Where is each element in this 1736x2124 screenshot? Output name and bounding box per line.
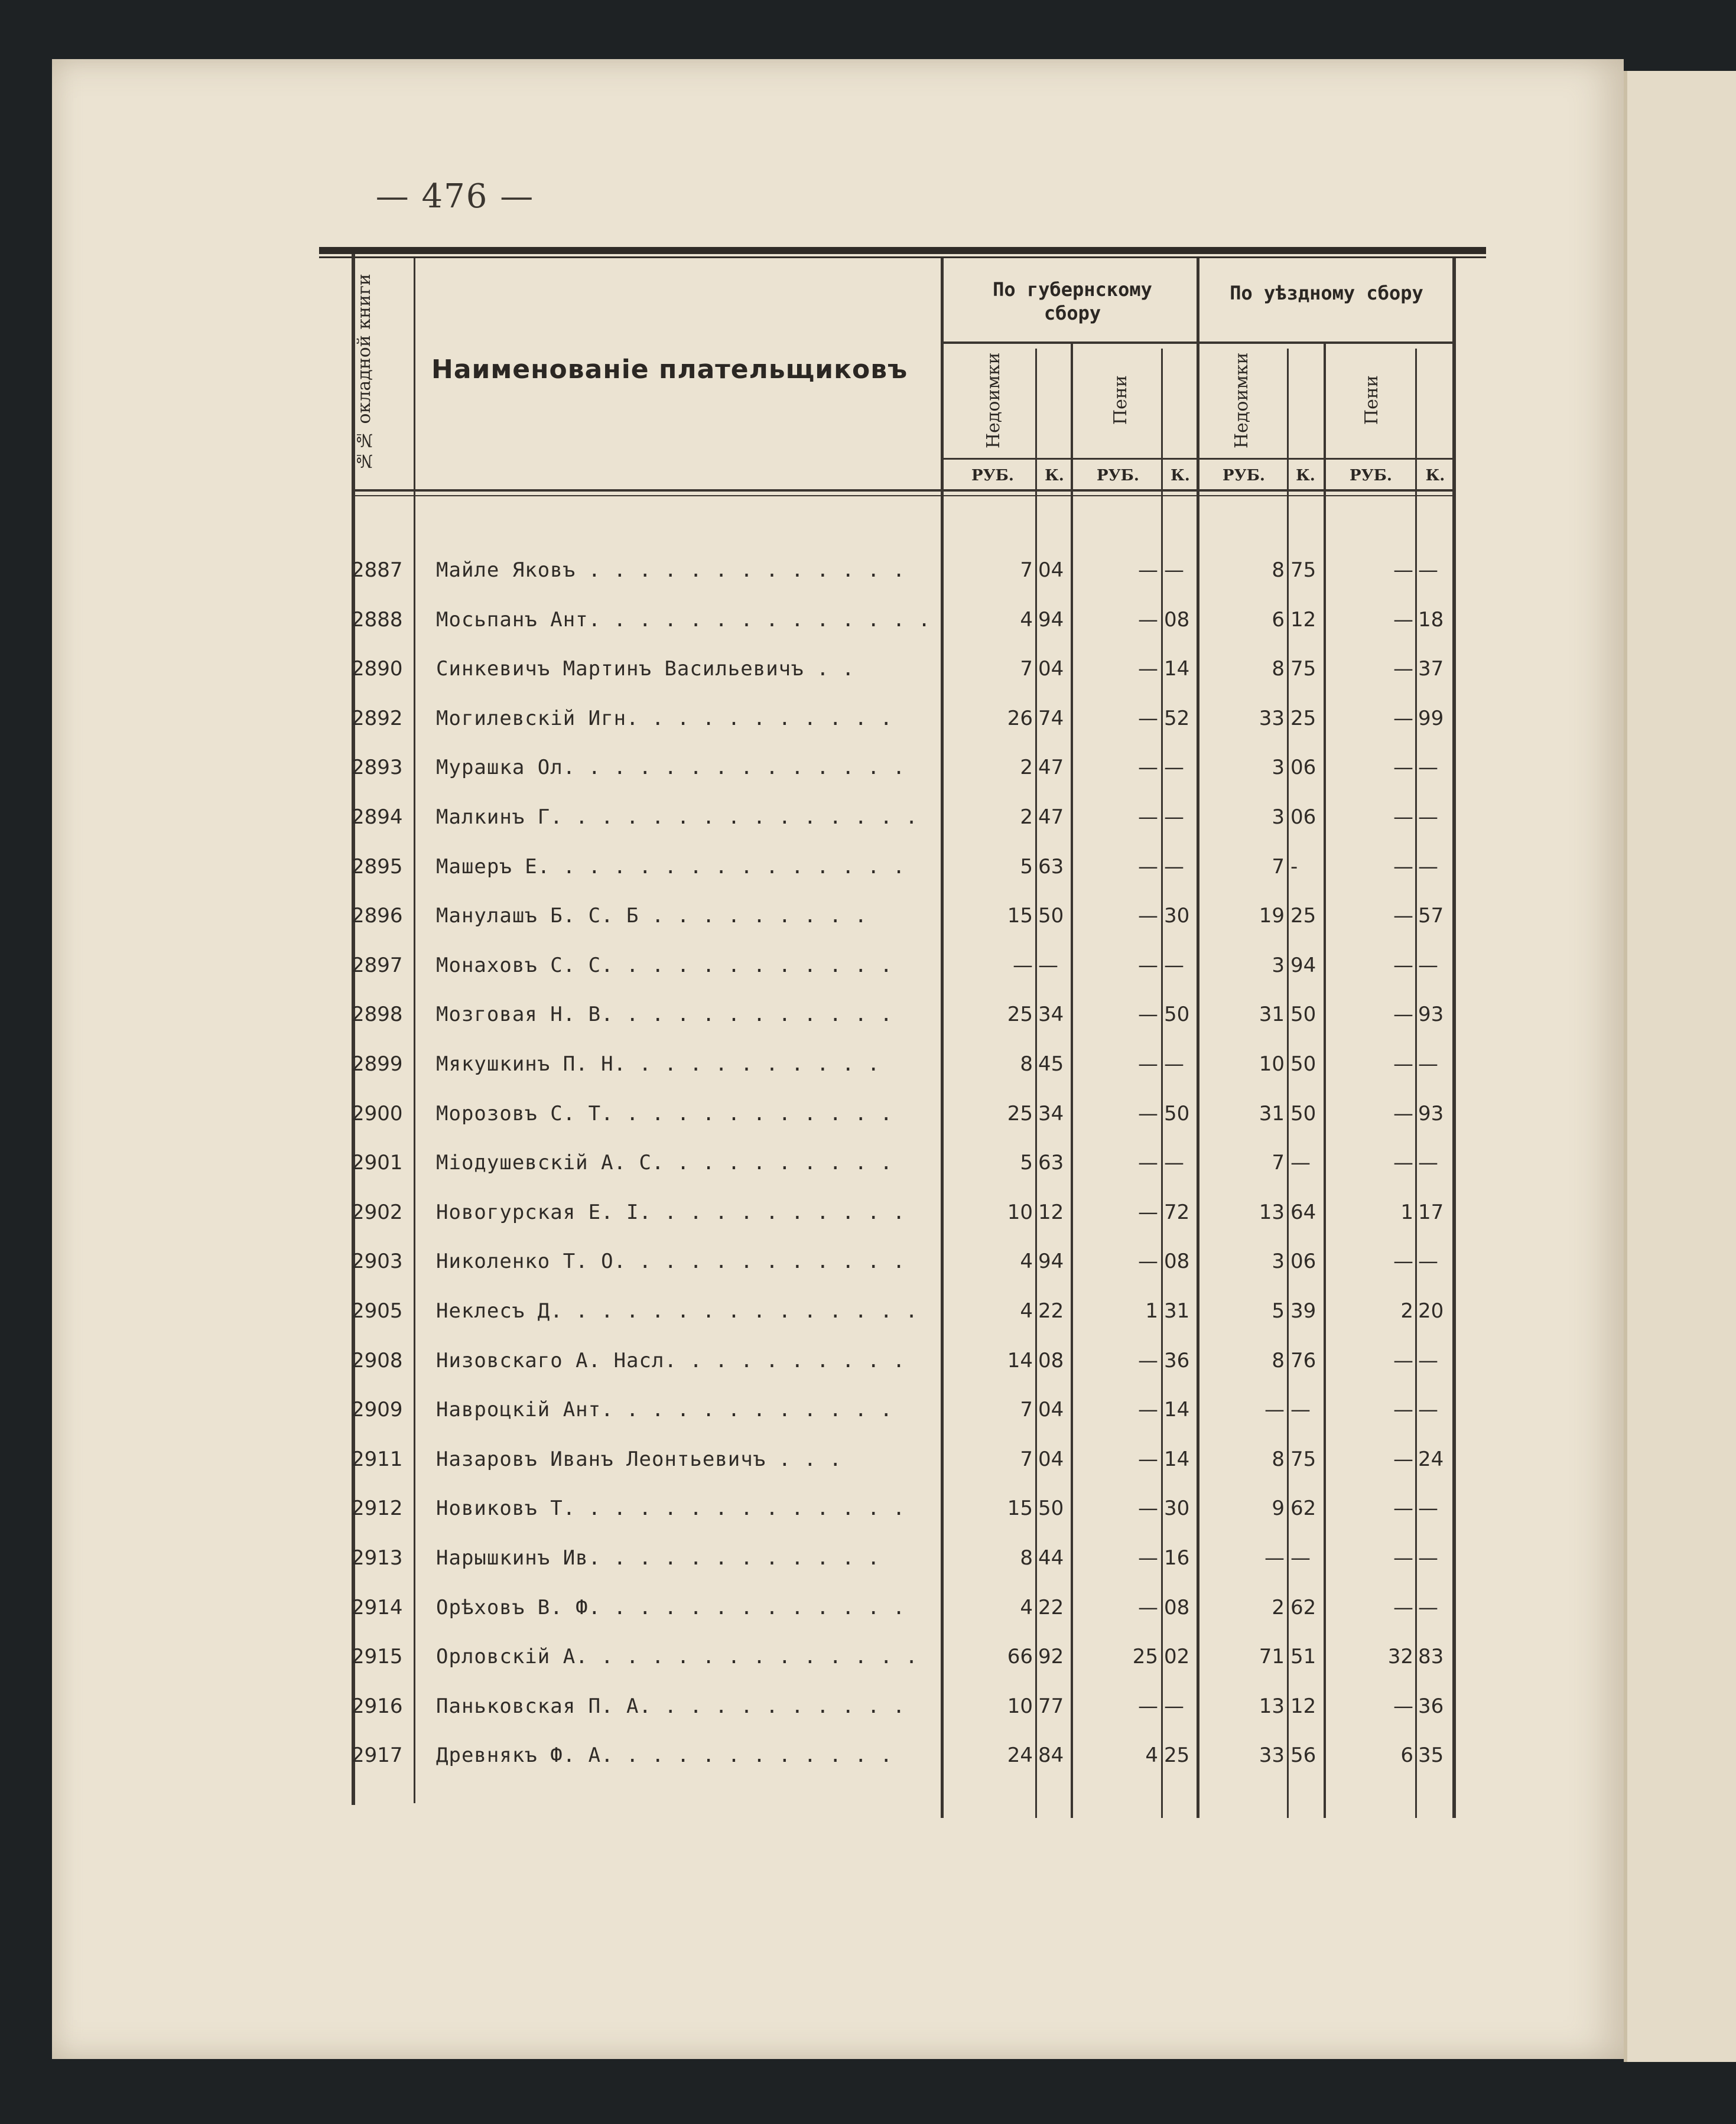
cell-uk: 62 bbox=[1290, 1497, 1316, 1521]
cell-uk: 75 bbox=[1290, 558, 1316, 582]
cell-gk: 04 bbox=[1038, 558, 1064, 582]
cell-no: 2917 bbox=[352, 1744, 403, 1768]
cell-gpk: — bbox=[1164, 1694, 1184, 1718]
cell-ur: 3 bbox=[1272, 1250, 1285, 1274]
cell-upr: — bbox=[1393, 1348, 1413, 1372]
table-row bbox=[0, 1645, 1536, 1692]
cell-upk: 57 bbox=[1418, 904, 1444, 928]
cell-no: 2890 bbox=[352, 657, 403, 681]
cell-upr: — bbox=[1393, 706, 1413, 730]
cell-name: Мурашка Ол. . . . . . . . . . . . . . bbox=[436, 756, 906, 780]
cell-ur: 3 bbox=[1272, 805, 1285, 829]
unit-kop-2: К. bbox=[1171, 467, 1190, 484]
cell-gr: 8 bbox=[1020, 1052, 1033, 1076]
table-row bbox=[0, 1398, 1536, 1445]
cell-gk: 44 bbox=[1038, 1546, 1064, 1570]
table-row bbox=[0, 1596, 1536, 1643]
unit-rub-2: РУБ. bbox=[1097, 467, 1139, 484]
cell-gk: 04 bbox=[1038, 1398, 1064, 1422]
cell-uk: - bbox=[1290, 854, 1298, 879]
uezd-group-header: По уѣздному сбору bbox=[1230, 282, 1423, 304]
cell-name: Міодушевскій А. С. . . . . . . . . . bbox=[436, 1151, 893, 1175]
cell-gk: 94 bbox=[1038, 607, 1064, 632]
cell-gpk: — bbox=[1164, 1151, 1184, 1175]
cell-gk: 22 bbox=[1038, 1299, 1064, 1323]
header-bottom-line-2 bbox=[352, 495, 1456, 496]
cell-ur: 8 bbox=[1272, 1348, 1285, 1372]
cell-uk: 50 bbox=[1290, 1052, 1316, 1076]
cell-upk: 93 bbox=[1418, 1101, 1444, 1126]
cell-upr: 2 bbox=[1400, 1299, 1413, 1323]
cell-ur: 2 bbox=[1272, 1595, 1285, 1619]
cell-ur: 8 bbox=[1272, 1447, 1285, 1471]
cell-no: 2915 bbox=[352, 1645, 403, 1669]
cell-upk: — bbox=[1418, 1595, 1438, 1619]
table-row bbox=[0, 1546, 1536, 1593]
unit-kop-1: К. bbox=[1045, 467, 1064, 484]
table-row bbox=[0, 904, 1536, 951]
cell-name: Новиковъ Т. . . . . . . . . . . . . . bbox=[436, 1497, 906, 1521]
cell-no: 2892 bbox=[352, 706, 403, 730]
cell-gpk: 72 bbox=[1164, 1200, 1190, 1224]
cell-uk: 75 bbox=[1290, 657, 1316, 681]
cell-upr: — bbox=[1393, 805, 1413, 829]
cell-name: Неклесъ Д. . . . . . . . . . . . . . . bbox=[436, 1299, 918, 1323]
cell-gpr: — bbox=[1138, 1250, 1158, 1274]
cell-upk: 83 bbox=[1418, 1645, 1444, 1669]
cell-gpr: — bbox=[1138, 1101, 1158, 1126]
cell-upr: — bbox=[1393, 1447, 1413, 1471]
cell-uk: 06 bbox=[1290, 756, 1316, 780]
book-number-header: №№ окладной книги bbox=[354, 274, 375, 471]
cell-upr: — bbox=[1393, 904, 1413, 928]
cell-upk: — bbox=[1418, 558, 1438, 582]
cell-no: 2909 bbox=[352, 1398, 403, 1422]
cell-gk: 50 bbox=[1038, 1497, 1064, 1521]
cell-uk: 39 bbox=[1290, 1299, 1316, 1323]
cell-gpr: — bbox=[1138, 1447, 1158, 1471]
cell-gr: 4 bbox=[1020, 1299, 1033, 1323]
unit-rub-4: РУБ. bbox=[1350, 467, 1392, 484]
cell-gr: 2 bbox=[1020, 756, 1033, 780]
cell-gpk: 52 bbox=[1164, 706, 1190, 730]
cell-gk: 50 bbox=[1038, 904, 1064, 928]
cell-gpk: — bbox=[1164, 953, 1184, 977]
cell-name: Мякушкинъ П. Н. . . . . . . . . . . bbox=[436, 1052, 880, 1076]
cell-name: Морозовъ С. Т. . . . . . . . . . . . bbox=[436, 1101, 893, 1126]
cell-no: 2903 bbox=[352, 1250, 403, 1274]
cell-gpr: — bbox=[1138, 1151, 1158, 1175]
cell-uk: 25 bbox=[1290, 904, 1316, 928]
cell-no: 2897 bbox=[352, 953, 403, 977]
table-row bbox=[0, 1003, 1536, 1050]
cell-upr: — bbox=[1393, 953, 1413, 977]
cell-upk: 35 bbox=[1418, 1744, 1444, 1768]
table-row bbox=[0, 756, 1536, 803]
cell-upr: — bbox=[1393, 1250, 1413, 1274]
cell-name: Манулашъ Б. С. Б . . . . . . . . . bbox=[436, 904, 867, 928]
cell-gpr: — bbox=[1138, 1595, 1158, 1619]
cell-uk: 25 bbox=[1290, 706, 1316, 730]
cell-upr: — bbox=[1393, 1497, 1413, 1521]
cell-name: Орловскій А. . . . . . . . . . . . . . bbox=[436, 1645, 918, 1669]
table-row bbox=[0, 1151, 1536, 1198]
cell-gpk: 25 bbox=[1164, 1744, 1190, 1768]
cell-gpk: 16 bbox=[1164, 1546, 1190, 1570]
table-row bbox=[0, 608, 1536, 655]
cell-gr: 7 bbox=[1020, 1398, 1033, 1422]
unit-rub-3: РУБ. bbox=[1223, 467, 1265, 484]
cell-gpr: — bbox=[1138, 607, 1158, 632]
cell-name: Малкинъ Г. . . . . . . . . . . . . . . bbox=[436, 805, 918, 829]
cell-uk: 12 bbox=[1290, 607, 1316, 632]
cell-upk: 36 bbox=[1418, 1694, 1444, 1718]
uezd-nedoimki-header: Недоимки bbox=[1231, 352, 1252, 448]
cell-ur: 10 bbox=[1259, 1052, 1285, 1076]
gubernia-nedoimki-header: Недоимки bbox=[983, 352, 1004, 448]
cell-ur: 7 bbox=[1272, 1151, 1285, 1175]
cell-ur: 3 bbox=[1272, 756, 1285, 780]
cell-ur: 19 bbox=[1259, 904, 1285, 928]
cell-gpr: — bbox=[1138, 558, 1158, 582]
cell-ur: — bbox=[1264, 1398, 1285, 1422]
cell-gpk: 50 bbox=[1164, 1101, 1190, 1126]
cell-upk: — bbox=[1418, 854, 1438, 879]
cell-name: Могилевскій Игн. . . . . . . . . . . bbox=[436, 706, 893, 730]
cell-gpk: 30 bbox=[1164, 1497, 1190, 1521]
cell-gpr: — bbox=[1138, 854, 1158, 879]
cell-uk: 06 bbox=[1290, 805, 1316, 829]
cell-gr: 7 bbox=[1020, 657, 1033, 681]
cell-gpr: — bbox=[1138, 904, 1158, 928]
cell-no: 2901 bbox=[352, 1151, 403, 1175]
cell-ur: 31 bbox=[1259, 1101, 1285, 1126]
cell-ur: 8 bbox=[1272, 657, 1285, 681]
cell-gk: 45 bbox=[1038, 1052, 1064, 1076]
cell-upk: — bbox=[1418, 953, 1438, 977]
cell-ur: 13 bbox=[1259, 1200, 1285, 1224]
cell-gpr: — bbox=[1138, 1546, 1158, 1570]
cell-gpr: — bbox=[1138, 1694, 1158, 1718]
cell-upr: — bbox=[1393, 607, 1413, 632]
cell-no: 2908 bbox=[352, 1348, 403, 1372]
table-row bbox=[0, 1201, 1536, 1248]
cell-gr: 66 bbox=[1007, 1645, 1033, 1669]
cell-upr: 6 bbox=[1400, 1744, 1413, 1768]
cell-upk: — bbox=[1418, 1348, 1438, 1372]
cell-uk: 94 bbox=[1290, 953, 1316, 977]
cell-gk: 04 bbox=[1038, 657, 1064, 681]
cell-name: Орѣховъ В. Ф. . . . . . . . . . . . . bbox=[436, 1595, 906, 1619]
cell-gpr: — bbox=[1138, 1200, 1158, 1224]
cell-no: 2911 bbox=[352, 1447, 403, 1471]
cell-uk: 56 bbox=[1290, 1744, 1316, 1768]
cell-gpk: 36 bbox=[1164, 1348, 1190, 1372]
cell-gr: 25 bbox=[1007, 1003, 1033, 1027]
cell-uk: 76 bbox=[1290, 1348, 1316, 1372]
cell-upk: — bbox=[1418, 1052, 1438, 1076]
cell-upk: 99 bbox=[1418, 706, 1444, 730]
cell-gr: 10 bbox=[1007, 1200, 1033, 1224]
cell-no: 2914 bbox=[352, 1595, 403, 1619]
cell-gpk: — bbox=[1164, 1052, 1184, 1076]
cell-gpr: — bbox=[1138, 1497, 1158, 1521]
cell-gpk: 30 bbox=[1164, 904, 1190, 928]
cell-name: Синкевичъ Мартинъ Васильевичъ . . bbox=[436, 657, 855, 681]
table-row bbox=[0, 805, 1536, 853]
cell-gpk: — bbox=[1164, 805, 1184, 829]
cell-gpr: 25 bbox=[1132, 1645, 1158, 1669]
cell-gr: 2 bbox=[1020, 805, 1033, 829]
cell-gr: 14 bbox=[1007, 1348, 1033, 1372]
cell-gk: 94 bbox=[1038, 1250, 1064, 1274]
cell-no: 2894 bbox=[352, 805, 403, 829]
cell-gk: 74 bbox=[1038, 706, 1064, 730]
cell-upk: 37 bbox=[1418, 657, 1444, 681]
cell-name: Мозговая Н. В. . . . . . . . . . . . bbox=[436, 1003, 893, 1027]
table-row bbox=[0, 1349, 1536, 1396]
cell-ur: 9 bbox=[1272, 1497, 1285, 1521]
cell-gpr: — bbox=[1138, 1003, 1158, 1027]
cell-gpk: 02 bbox=[1164, 1645, 1190, 1669]
cell-no: 2913 bbox=[352, 1546, 403, 1570]
cell-no: 2898 bbox=[352, 1003, 403, 1027]
cell-gk: 63 bbox=[1038, 1151, 1064, 1175]
cell-ur: 6 bbox=[1272, 607, 1285, 632]
page-number: — 476 — bbox=[375, 177, 535, 216]
cell-gpk: 14 bbox=[1164, 657, 1190, 681]
cell-gr: 15 bbox=[1007, 904, 1033, 928]
cell-uk: — bbox=[1290, 1398, 1311, 1422]
cell-gpk: 14 bbox=[1164, 1447, 1190, 1471]
cell-no: 2893 bbox=[352, 756, 403, 780]
table-row bbox=[0, 1250, 1536, 1297]
cell-upk: 20 bbox=[1418, 1299, 1444, 1323]
cell-upk: — bbox=[1418, 756, 1438, 780]
cell-gpk: — bbox=[1164, 756, 1184, 780]
cell-gpk: 08 bbox=[1164, 1250, 1190, 1274]
cell-upr: — bbox=[1393, 1052, 1413, 1076]
table-row bbox=[0, 657, 1536, 704]
cell-uk: 50 bbox=[1290, 1003, 1316, 1027]
cell-no: 2900 bbox=[352, 1101, 403, 1126]
table-row bbox=[0, 558, 1536, 606]
cell-name: Николенко Т. О. . . . . . . . . . . . bbox=[436, 1250, 906, 1274]
cell-gpr: — bbox=[1138, 805, 1158, 829]
cell-uk: 51 bbox=[1290, 1645, 1316, 1669]
cell-gr: 15 bbox=[1007, 1497, 1033, 1521]
cell-upr: — bbox=[1393, 756, 1413, 780]
cell-name: Мосьпанъ Ант. . . . . . . . . . . . . . bbox=[436, 607, 931, 632]
cell-uk: — bbox=[1290, 1151, 1311, 1175]
cell-upr: — bbox=[1393, 1151, 1413, 1175]
cell-upr: — bbox=[1393, 1398, 1413, 1422]
cell-gpr: 4 bbox=[1145, 1744, 1158, 1768]
cell-gr: 7 bbox=[1020, 558, 1033, 582]
table-row bbox=[0, 1052, 1536, 1100]
cell-gpr: — bbox=[1138, 1348, 1158, 1372]
cell-uk: 12 bbox=[1290, 1694, 1316, 1718]
unit-kop-3: К. bbox=[1296, 467, 1315, 484]
cell-gk: 34 bbox=[1038, 1003, 1064, 1027]
cell-gk: 92 bbox=[1038, 1645, 1064, 1669]
cell-gr: 10 bbox=[1007, 1694, 1033, 1718]
cell-gpr: — bbox=[1138, 1052, 1158, 1076]
cell-no: 2887 bbox=[352, 558, 403, 582]
cell-gk: 04 bbox=[1038, 1447, 1064, 1471]
cell-upk: — bbox=[1418, 805, 1438, 829]
cell-uk: 75 bbox=[1290, 1447, 1316, 1471]
unit-rub-1: РУБ. bbox=[971, 467, 1014, 484]
cell-upr: — bbox=[1393, 1595, 1413, 1619]
table-row bbox=[0, 707, 1536, 754]
cell-gr: 7 bbox=[1020, 1447, 1033, 1471]
cell-upr: — bbox=[1393, 1694, 1413, 1718]
table-row bbox=[0, 954, 1536, 1001]
cell-ur: 33 bbox=[1259, 1744, 1285, 1768]
cell-ur: 7 bbox=[1272, 854, 1285, 879]
cell-name: Назаровъ Иванъ Леонтьевичъ . . . bbox=[436, 1447, 843, 1471]
cell-gpr: — bbox=[1138, 756, 1158, 780]
cell-ur: 8 bbox=[1272, 558, 1285, 582]
cell-ur: 33 bbox=[1259, 706, 1285, 730]
cell-upr: 1 bbox=[1400, 1200, 1413, 1224]
table-row bbox=[0, 1299, 1536, 1346]
cell-gpk: — bbox=[1164, 558, 1184, 582]
table-row bbox=[0, 1448, 1536, 1495]
cell-upk: — bbox=[1418, 1250, 1438, 1274]
cell-uk: 64 bbox=[1290, 1200, 1316, 1224]
cell-gpk: 08 bbox=[1164, 1595, 1190, 1619]
cell-no: 2916 bbox=[352, 1694, 403, 1718]
cell-upk: 93 bbox=[1418, 1003, 1444, 1027]
cell-gpr: 1 bbox=[1145, 1299, 1158, 1323]
cell-gr: 4 bbox=[1020, 607, 1033, 632]
cell-no: 2902 bbox=[352, 1200, 403, 1224]
cell-no: 2888 bbox=[352, 607, 403, 632]
cell-name: Древнякъ Ф. А. . . . . . . . . . . . bbox=[436, 1744, 893, 1768]
cell-gk: 34 bbox=[1038, 1101, 1064, 1126]
cell-gk: 12 bbox=[1038, 1200, 1064, 1224]
table-top-rule bbox=[319, 247, 1486, 254]
cell-ur: — bbox=[1264, 1546, 1285, 1570]
cell-gr: 24 bbox=[1007, 1744, 1033, 1768]
cell-gr: 4 bbox=[1020, 1250, 1033, 1274]
cell-gk: 84 bbox=[1038, 1744, 1064, 1768]
table-top-rule-thin bbox=[319, 256, 1486, 258]
cell-name: Нарышкинъ Ив. . . . . . . . . . . . bbox=[436, 1546, 880, 1570]
uezd-peni-header: Пени bbox=[1361, 375, 1382, 425]
cell-upr: — bbox=[1393, 1003, 1413, 1027]
cell-uk: 62 bbox=[1290, 1595, 1316, 1619]
cell-name: Машеръ Е. . . . . . . . . . . . . . . bbox=[436, 854, 906, 879]
cell-ur: 3 bbox=[1272, 953, 1285, 977]
cell-upr: — bbox=[1393, 558, 1413, 582]
table-row bbox=[0, 855, 1536, 902]
facing-page-edge bbox=[1624, 71, 1736, 2062]
cell-no: 2905 bbox=[352, 1299, 403, 1323]
cell-gpk: 14 bbox=[1164, 1398, 1190, 1422]
cell-ur: 13 bbox=[1259, 1694, 1285, 1718]
cell-gk: — bbox=[1038, 953, 1058, 977]
cell-gr: 26 bbox=[1007, 706, 1033, 730]
units-line bbox=[944, 458, 1454, 460]
cell-gpr: — bbox=[1138, 657, 1158, 681]
cell-uk: 50 bbox=[1290, 1101, 1316, 1126]
cell-upr: — bbox=[1393, 1546, 1413, 1570]
cell-gr: 4 bbox=[1020, 1595, 1033, 1619]
cell-no: 2912 bbox=[352, 1497, 403, 1521]
gubernia-peni-header: Пени bbox=[1110, 375, 1131, 425]
cell-gr: 25 bbox=[1007, 1101, 1033, 1126]
cell-upr: — bbox=[1393, 854, 1413, 879]
cell-gpk: 31 bbox=[1164, 1299, 1190, 1323]
cell-gk: 63 bbox=[1038, 854, 1064, 879]
cell-ur: 5 bbox=[1272, 1299, 1285, 1323]
cell-gr: 5 bbox=[1020, 1151, 1033, 1175]
cell-upr: 32 bbox=[1387, 1645, 1413, 1669]
cell-gk: 08 bbox=[1038, 1348, 1064, 1372]
table-row bbox=[0, 1694, 1536, 1742]
cell-uk: 06 bbox=[1290, 1250, 1316, 1274]
cell-gr: 8 bbox=[1020, 1546, 1033, 1570]
cell-gr: 5 bbox=[1020, 854, 1033, 879]
cell-name: Навроцкій Ант. . . . . . . . . . . . bbox=[436, 1398, 893, 1422]
cell-gk: 47 bbox=[1038, 805, 1064, 829]
cell-upk: — bbox=[1418, 1546, 1438, 1570]
cell-name: Новогурская Е. І. . . . . . . . . . . bbox=[436, 1200, 906, 1224]
cell-upk: — bbox=[1418, 1497, 1438, 1521]
payer-name-header: Наименованіе плательщиковъ bbox=[431, 354, 908, 385]
cell-upk: 17 bbox=[1418, 1200, 1444, 1224]
table-row bbox=[0, 1497, 1536, 1544]
cell-upk: 18 bbox=[1418, 607, 1444, 632]
cell-upr: — bbox=[1393, 1101, 1413, 1126]
unit-kop-4: К. bbox=[1425, 467, 1445, 484]
cell-upk: — bbox=[1418, 1398, 1438, 1422]
cell-gpk: 08 bbox=[1164, 607, 1190, 632]
cell-gk: 77 bbox=[1038, 1694, 1064, 1718]
cell-gpr: — bbox=[1138, 953, 1158, 977]
cell-uk: — bbox=[1290, 1546, 1311, 1570]
cell-upr: — bbox=[1393, 657, 1413, 681]
cell-no: 2899 bbox=[352, 1052, 403, 1076]
cell-ur: 71 bbox=[1259, 1645, 1285, 1669]
group-header-line bbox=[944, 341, 1454, 344]
cell-gpr: — bbox=[1138, 706, 1158, 730]
cell-name: Паньковская П. А. . . . . . . . . . . bbox=[436, 1694, 906, 1718]
table-row bbox=[0, 1102, 1536, 1149]
cell-upk: — bbox=[1418, 1151, 1438, 1175]
cell-ur: 31 bbox=[1259, 1003, 1285, 1027]
cell-gk: 47 bbox=[1038, 756, 1064, 780]
cell-gpk: — bbox=[1164, 854, 1184, 879]
header-bottom-line bbox=[352, 489, 1456, 492]
cell-upk: 24 bbox=[1418, 1447, 1444, 1471]
table-row bbox=[0, 1744, 1536, 1791]
cell-no: 2895 bbox=[352, 854, 403, 879]
cell-name: Майле Яковъ . . . . . . . . . . . . . bbox=[436, 558, 906, 582]
cell-name: Низовскаго А. Насл. . . . . . . . . . bbox=[436, 1348, 906, 1372]
gubernia-group-header: По губернскому сбору bbox=[993, 278, 1152, 324]
cell-gr: — bbox=[1013, 953, 1033, 977]
cell-gk: 22 bbox=[1038, 1595, 1064, 1619]
cell-gpr: — bbox=[1138, 1398, 1158, 1422]
cell-no: 2896 bbox=[352, 904, 403, 928]
cell-name: Монаховъ С. С. . . . . . . . . . . . bbox=[436, 953, 893, 977]
cell-gpk: 50 bbox=[1164, 1003, 1190, 1027]
